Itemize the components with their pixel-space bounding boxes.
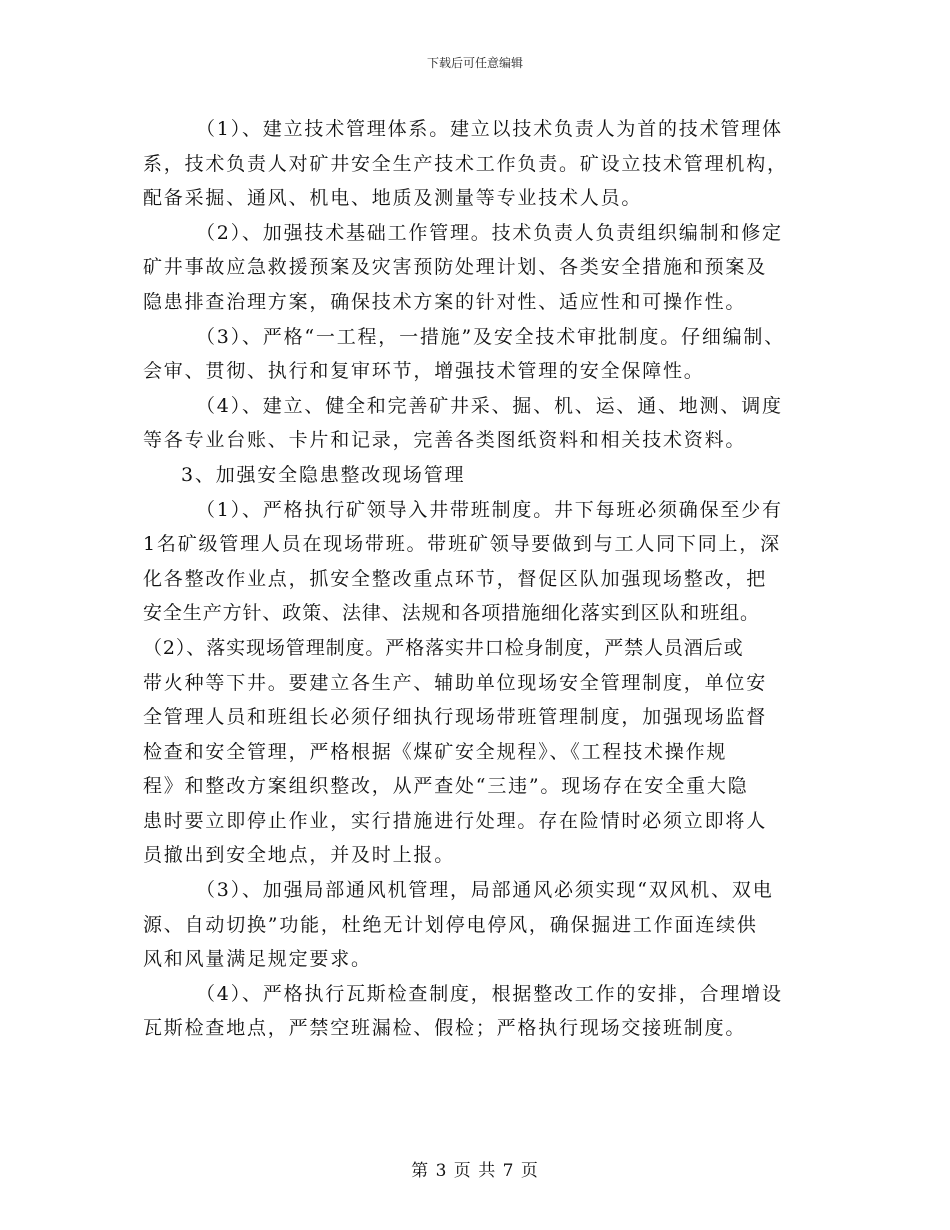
page-header: 下载后可任意编辑 [426,56,523,70]
section-heading: 3、加强安全隐患整改现场管理 [181,463,466,486]
paragraph-line: （3）、严格“一工程，一措施”及安全技术审批制度。仔细编制、 [196,325,786,348]
paragraph-line: 全管理人员和班组长必须仔细执行现场带班管理制度，加强现场监督 [143,706,768,729]
paragraph-line: 系，技术负责人对矿井安全生产技术工作负责。矿设立技术管理机构， [143,152,788,175]
paragraph-line: 员撤出到安全地点，并及时上报。 [143,844,456,867]
paragraph-line: 风和风量满足规定要求。 [143,948,372,971]
paragraph-line: 1名矿级管理人员在现场带班。带班矿领导要做到与工人同下同上，深 [143,533,781,556]
paragraph-line: （4）、建立、健全和完善矿井采、掘、机、运、通、地测、调度 [196,394,783,417]
paragraph-line: 患时要立即停止作业，实行措施进行处理。存在险情时必须立即将人 [143,809,768,832]
paragraph-line: （1）、严格执行矿领导入井带班制度。井下每班必须确保至少有 [196,498,783,521]
paragraph-line: （3）、加强局部通风机管理，局部通风必须实现“双风机、双电 [196,879,774,902]
paragraph-line: （1）、建立技术管理体系。建立以技术负责人为首的技术管理体 [196,118,783,140]
paragraph-line: 等各专业台账、卡片和记录，完善各类图纸资料和相关技术资料。 [143,429,747,452]
paragraph-line: 配备采掘、通风、机电、地质及测量等专业技术人员。 [143,187,643,210]
paragraph-line: 带火种等下井。要建立各生产、辅助单位现场安全管理制度，单位安 [143,671,768,694]
paragraph-line: 瓦斯检查地点，严禁空班漏检、假检；严格执行现场交接班制度。 [143,1017,747,1040]
paragraph-line: 化各整改作业点，抓安全整改重点环节，督促区队加强现场整改，把 [143,567,768,590]
paragraph-line: 矿井事故应急救援预案及灾害预防处理计划、各类安全措施和预案及 [143,256,768,279]
page-footer: 第 3 页 共 7 页 [411,1161,539,1181]
paragraph-line: （2）、加强技术基础工作管理。技术负责人负责组织编制和修定 [196,221,783,244]
paragraph-line: 安全生产方针、政策、法律、法规和各项措施细化落实到区队和班组。 [143,602,760,625]
paragraph-line: （4）、严格执行瓦斯检查制度，根据整改工作的安排，合理增设 [196,982,783,1005]
paragraph-line: （2）、落实现场管理制度。严格落实井口检身制度，严禁人员酒后或 [143,636,744,659]
paragraph-line: 程》和整改方案组织整改，从严查处“三违”。现场存在安全重大隐 [143,775,749,798]
paragraph-line: 会审、贯彻、执行和复审环节，增强技术管理的安全保障性。 [143,360,705,383]
paragraph-line: 源、自动切换”功能，杜绝无计划停电停风，确保掘进工作面连续供 [143,913,758,936]
document-body [143,112,813,1046]
paragraph-line: 隐患排查治理方案，确保技术方案的针对性、适应性和可操作性。 [143,290,747,313]
paragraph-line: 检查和安全管理，严格根据《煤矿安全规程》、《工程技术操作规 [143,740,728,763]
